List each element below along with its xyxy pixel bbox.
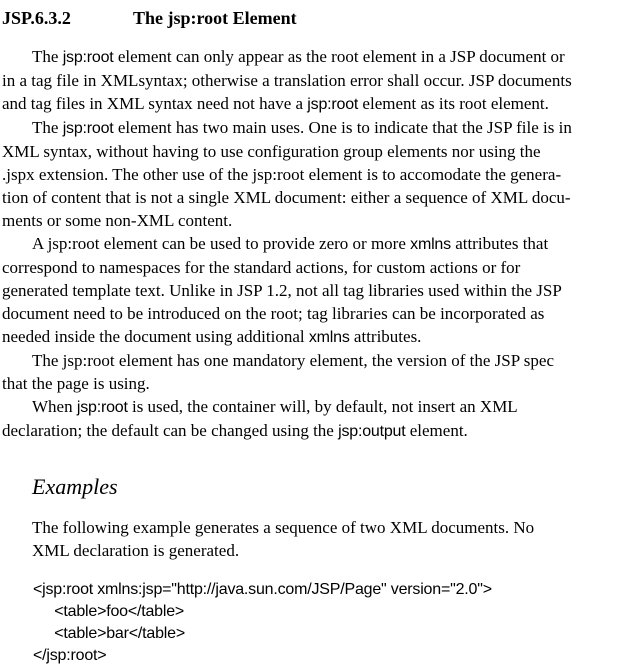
- text-run: The: [32, 118, 63, 137]
- inline-code: xmlns: [410, 236, 451, 253]
- text-run: that the page is using.: [2, 374, 150, 393]
- code-line: </jsp:root>: [33, 647, 107, 664]
- inline-code: jsp:root: [307, 96, 359, 113]
- text-line: [2, 419, 634, 443]
- text-run: element has two main uses. One is to indicate that the JSP file is in: [113, 118, 572, 137]
- code-line: <table>foo</table>: [33, 603, 185, 620]
- paragraph: [2, 116, 634, 232]
- text-run: correspond to namespaces for the standard actions, for custom actions or for: [2, 258, 521, 277]
- text-line: [2, 279, 634, 302]
- inline-code: jsp:root: [76, 399, 128, 416]
- text-line: [2, 325, 634, 349]
- text-run: in a tag file in XMLsyntax; otherwise a translation error shall occur. JSP documents: [2, 71, 572, 90]
- code-line: <jsp:root xmlns:jsp="http://java.sun.com/JSP/Page" version="2.0">: [33, 581, 492, 598]
- text-run: needed inside the document using additional: [2, 327, 309, 346]
- paragraph: [2, 45, 634, 116]
- text-run: document need to be introduced on the root; tag libraries can be incorporated as: [2, 304, 545, 323]
- text-line: [2, 372, 634, 395]
- text-run: .jspx extension. The other use of the jsp:root element is to accomodate the genera-: [2, 165, 562, 184]
- inline-code: jsp:output: [338, 423, 406, 440]
- text-run: declaration; the default can be changed using the: [2, 421, 339, 440]
- text-run: and tag files in XML syntax need not have a: [2, 94, 308, 113]
- code-line: <table>bar</table>: [33, 625, 185, 642]
- text-run: attributes.: [349, 327, 422, 346]
- text-line: [2, 232, 634, 256]
- code-block: [33, 579, 634, 664]
- examples-heading: Examples: [32, 474, 118, 499]
- inline-code: xmlns: [308, 329, 350, 346]
- text-line: The following example generates a sequence of two XML documents. No: [32, 518, 535, 537]
- section-number: JSP.6.3.2: [2, 8, 71, 28]
- paragraph: [2, 232, 634, 349]
- text-run: The jsp:root element has one mandatory element, the version of the JSP spec: [32, 351, 554, 370]
- text-run: attributes that: [450, 234, 549, 253]
- text-line: [2, 302, 634, 325]
- text-line: [2, 45, 634, 69]
- example-intro: [32, 516, 634, 562]
- paragraph: [2, 395, 634, 443]
- text-run: tion of content that is not a single XML document: either a sequence of XML docu-: [2, 188, 571, 207]
- text-line: [2, 395, 634, 419]
- inline-code: jsp:root: [62, 49, 114, 66]
- body-text: [2, 45, 634, 443]
- text-line: [2, 256, 634, 279]
- text-line: [2, 69, 634, 92]
- inline-code: jsp:root: [62, 120, 114, 137]
- text-run: XML syntax, without having to use configuration group elements nor using the: [2, 142, 541, 161]
- text-line: [2, 163, 634, 186]
- text-run: element as its root element.: [358, 94, 549, 113]
- text-line: [2, 116, 634, 140]
- text-line: [2, 92, 634, 116]
- text-run: The: [32, 47, 63, 66]
- section-title: The jsp:root Element: [133, 8, 297, 28]
- text-run: is used, the container will, by default, not insert an XML: [127, 397, 518, 416]
- text-line: [2, 209, 634, 232]
- text-run: element.: [405, 421, 468, 440]
- section-heading: [2, 6, 634, 30]
- text-run: When: [32, 397, 77, 416]
- text-line: [2, 349, 634, 372]
- paragraph: [2, 349, 634, 395]
- text-run: A jsp:root element can be used to provide zero or more: [32, 234, 411, 253]
- text-run: generated template text. Unlike in JSP 1.2, not all tag libraries used within the JSP: [2, 281, 562, 300]
- text-line: XML declaration is generated.: [32, 541, 240, 560]
- text-run: ments or some non-XML content.: [2, 211, 233, 230]
- text-line: [2, 186, 634, 209]
- text-line: [2, 140, 634, 163]
- text-run: element can only appear as the root element in a JSP document or: [113, 47, 565, 66]
